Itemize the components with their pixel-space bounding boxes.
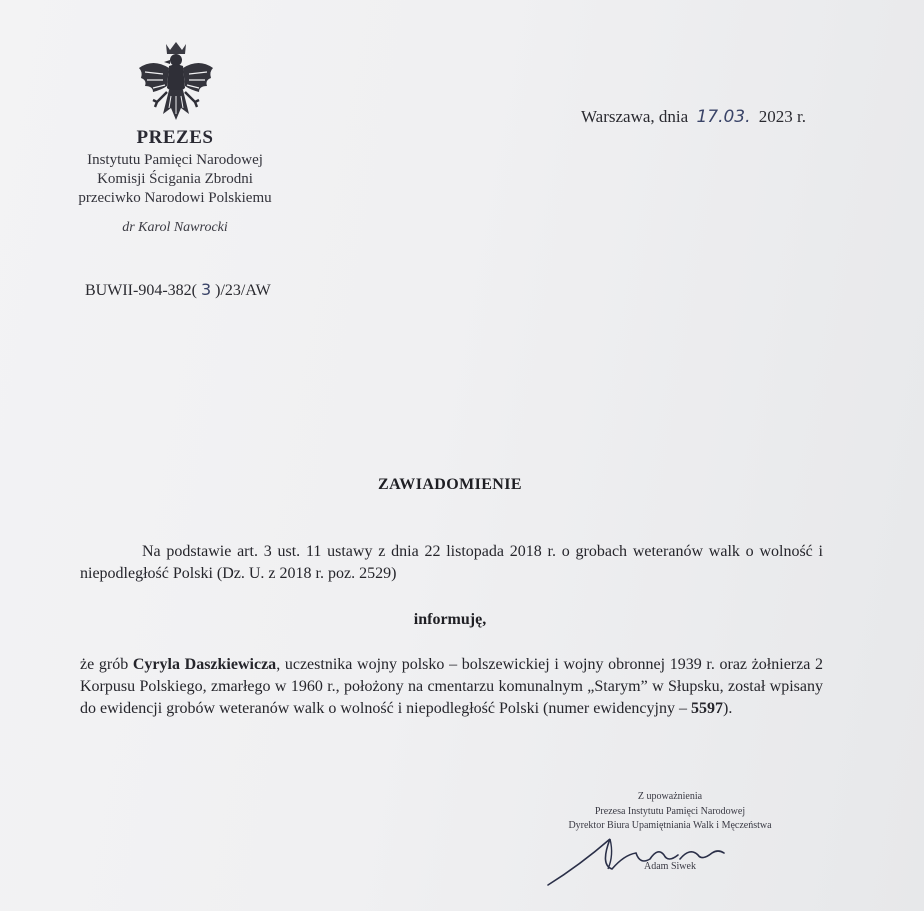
reference-suffix: )/23/AW bbox=[215, 282, 271, 299]
document-title: ZAWIADOMIENIE bbox=[378, 476, 522, 493]
informuje-heading: informuję, bbox=[413, 611, 487, 628]
notice-middle: , uczestnika wojny polsko – bolszewickiej i wojny obronnej 1939 r. oraz żołnierza 2 Korpusu Polskiego, zmarłego w 1960 r., położony na cmentarzu komunalnym „Starym” w Słupsku, został wpisany do ewidencji grobów weteranów walk o wolność i niepodległość Polski (numer ewidencyjny – bbox=[80, 656, 823, 717]
polish-eagle-emblem-icon bbox=[133, 38, 219, 126]
notice-start: że grób bbox=[80, 656, 133, 673]
document-date bbox=[581, 107, 806, 127]
notice-paragraph bbox=[80, 654, 823, 720]
institution-line-1: Instytutu Pamięci Narodowej bbox=[87, 152, 263, 168]
president-name: dr Karol Nawrocki bbox=[122, 220, 228, 235]
notice-end: ). bbox=[722, 700, 733, 717]
registry-number: 5597 bbox=[690, 700, 723, 717]
veteran-name: Cyryla Daszkiewicza bbox=[132, 656, 277, 673]
handwritten-signature-icon bbox=[540, 825, 740, 890]
signature-line-3: Dyrektor Biura Upamiętniania Walk i Męczeństwa bbox=[568, 820, 772, 831]
date-handwritten: 17.03. bbox=[696, 107, 751, 127]
reference-number bbox=[85, 280, 271, 300]
signatory-name: Adam Siwek bbox=[644, 861, 696, 872]
signature-line-2: Prezesa Instytutu Pamięci Narodowej bbox=[594, 806, 746, 817]
reference-handwritten: 3 bbox=[200, 280, 212, 299]
date-prefix: Warszawa, dnia bbox=[581, 107, 689, 126]
institution-line-3: przeciwko Narodowi Polskiemu bbox=[78, 190, 272, 206]
institution-line-2: Komisji Ścigania Zbrodni bbox=[97, 171, 253, 187]
legal-basis-paragraph: Na podstawie art. 3 ust. 11 ustawy z dnia 22 listopada 2018 r. o grobach weteranów walk o wolność i niepodległość Polski (Dz. U. z 2018 r. poz. 2529) bbox=[80, 543, 823, 582]
date-suffix: 2023 r. bbox=[758, 107, 807, 126]
reference-prefix: BUWII-904-382( bbox=[85, 282, 197, 299]
header-title: PREZES bbox=[136, 127, 214, 148]
signature-authorization: Z upoważnienia bbox=[637, 791, 703, 802]
